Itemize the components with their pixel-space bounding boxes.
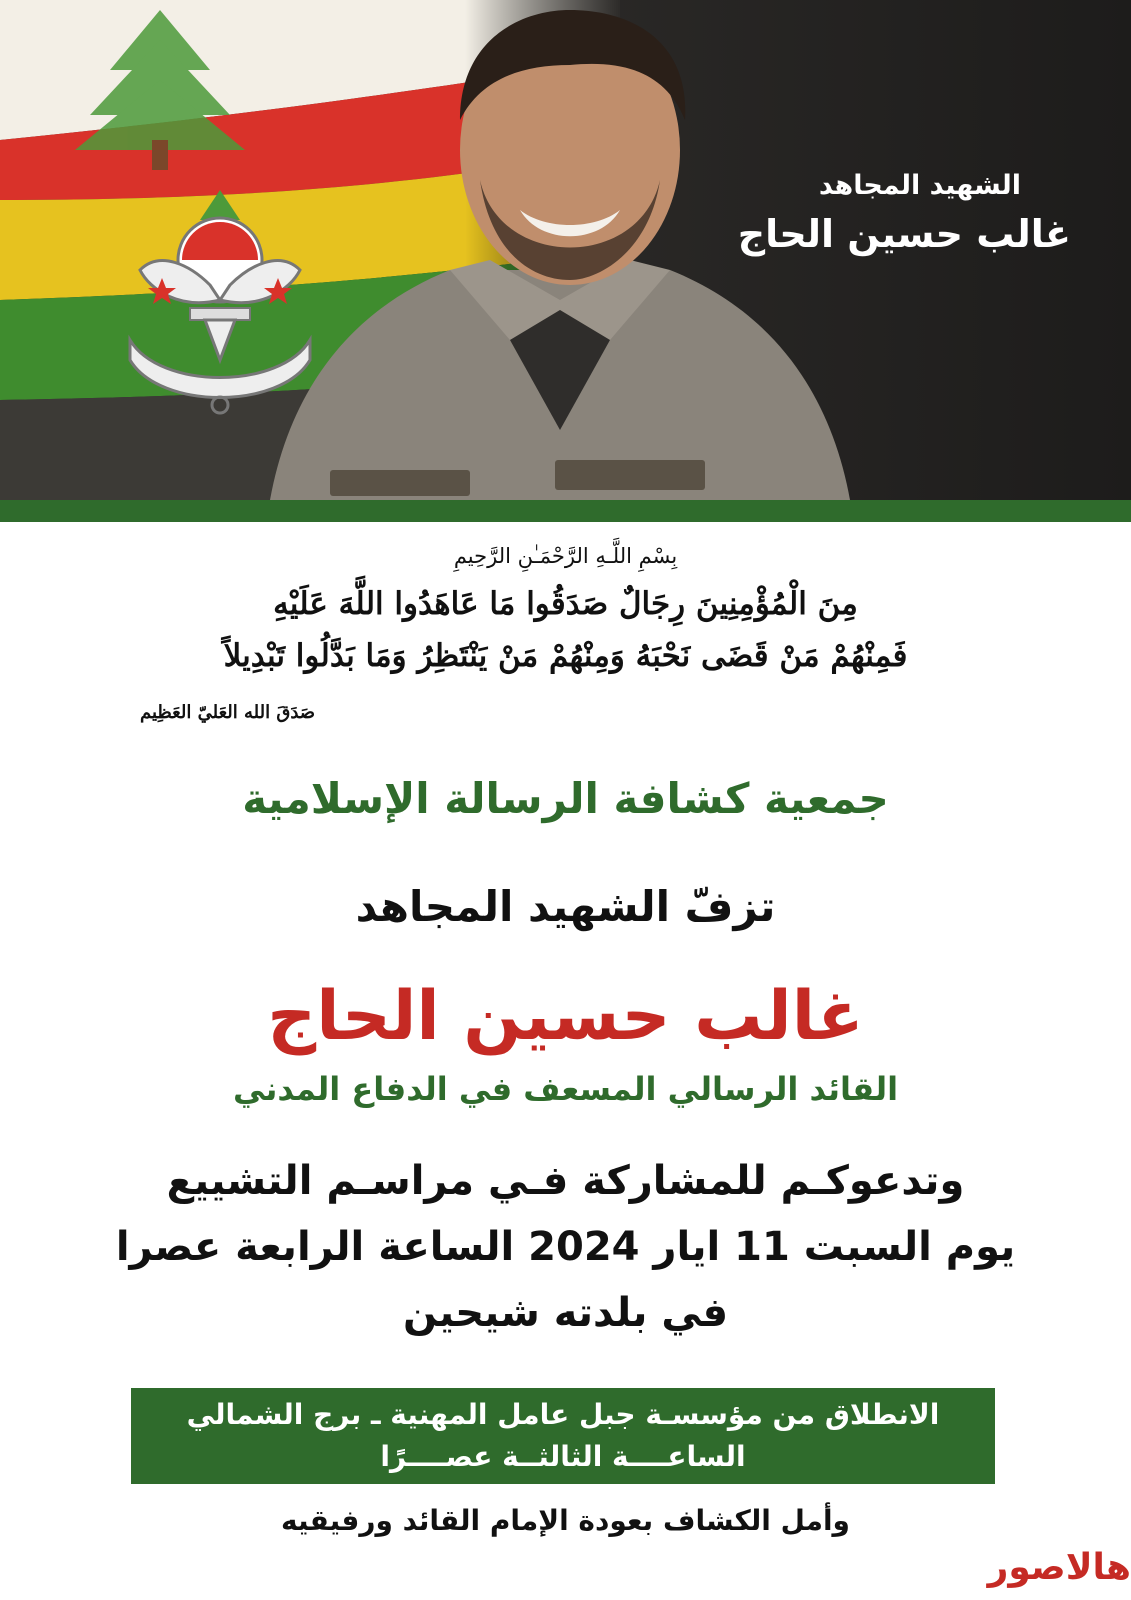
hero-banner [0, 0, 1131, 508]
hero-subtitle: الشهيد المجاهد [818, 170, 1021, 201]
martyr-name: غالب حسين الحاج [267, 977, 864, 1056]
closing-line: وأمل الكشاف بعودة الإمام القائد ورفيقيه [281, 1504, 850, 1537]
announcement-body [0, 522, 1131, 1600]
departure-time: الساعــــة الثالثــة عصــــرًا [380, 1440, 746, 1473]
green-divider [0, 500, 1131, 522]
verse-closing: صَدَقَ الله العَليّ العَظِيم [140, 702, 316, 723]
departure-box [131, 1388, 995, 1484]
watermark-text: هالاصور [987, 1547, 1131, 1588]
departure-location: الانطلاق من مؤسسـة جبل عامل المهنية ـ برج الشمالي [186, 1398, 940, 1431]
organization-name: جمعية كشافة الرسالة الإسلامية [242, 774, 889, 823]
mourning-heading: تزفّ الشهيد المجاهد [355, 882, 776, 931]
invitation-line-2: يوم السبت 11 ايار 2024 الساعة الرابعة عصرا [115, 1224, 1016, 1270]
invitation-line-3: في بلدته شيحين [402, 1290, 729, 1336]
watermark-logo [987, 1538, 1131, 1598]
hero-name: غالب حسين الحاج [737, 212, 1071, 256]
invitation-line-1: وتدعوكـم للمشاركة فـي مراسـم التشييع [166, 1158, 965, 1204]
basmala: بِسْمِ اللَّـهِ الرَّحْمَـٰنِ الرَّحِيمِ [453, 544, 678, 568]
martyr-role: القائد الرسالي المسعف في الدفاع المدني [232, 1070, 899, 1108]
verse-line-1: مِنَ الْمُؤْمِنِينَ رِجَالٌ صَدَقُوا مَا عَاهَدُوا اللَّهَ عَلَيْهِ [273, 586, 858, 622]
verse-line-2: فَمِنْهُمْ مَنْ قَضَى نَحْبَهُ وَمِنْهُمْ مَنْ يَنْتَظِرُ وَمَا بَدَّلُوا تَبْدِيلاً [223, 638, 908, 674]
